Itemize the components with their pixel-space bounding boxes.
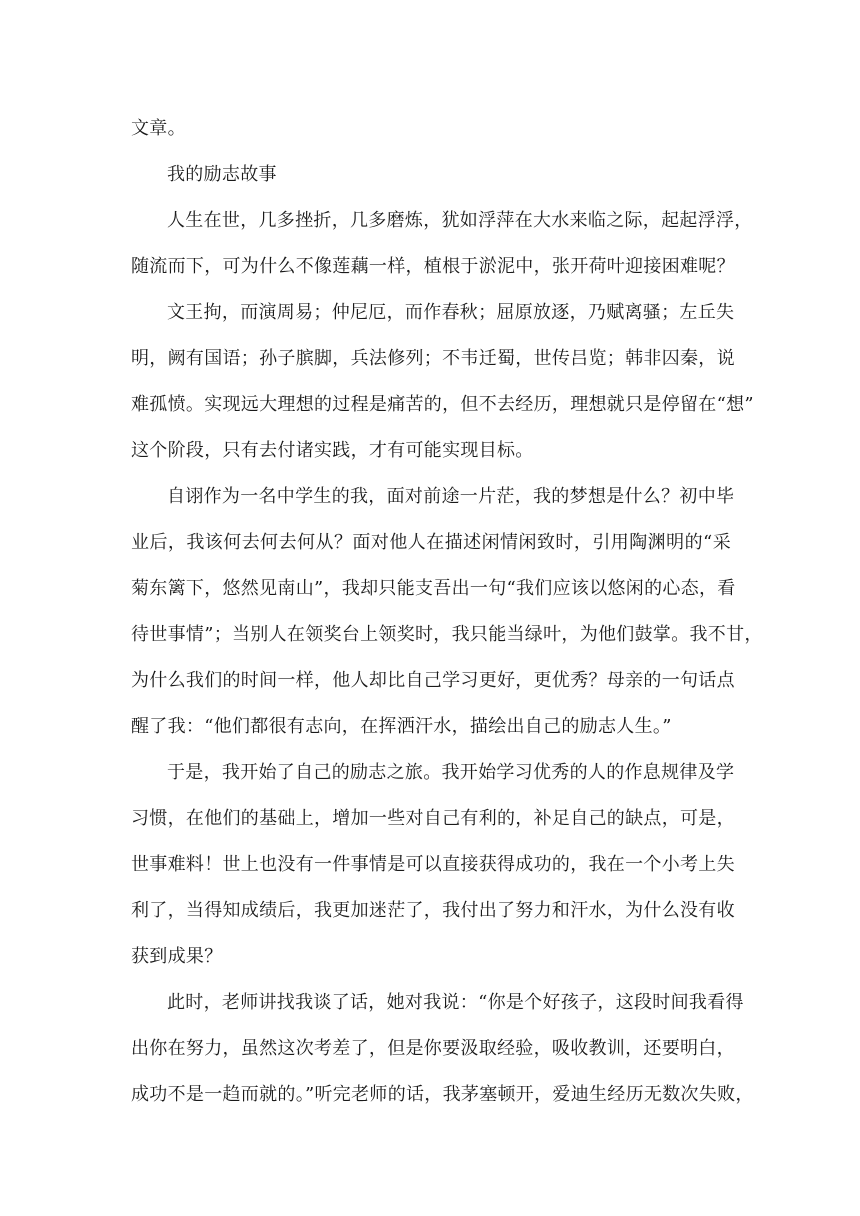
text-line: 业后，我该何去何去何从？面对他人在描述闲情闲致时，引用陶渊明的“采 [131, 532, 731, 553]
text-line: 于是，我开始了自己的励志之旅。我开始学习优秀的人的作息规律及学 [167, 762, 735, 783]
text-line: 文王拘，而演周易；仲尼厄，而作春秋；屈原放逐，乃赋离骚；左丘失 [167, 302, 735, 323]
text-line: 这个阶段，只有去付诸实践，才有可能实现目标。 [131, 440, 534, 461]
text-line: 明，阙有国语；孙子膑脚，兵法修列；不韦迁蜀，世传吕览；韩非囚秦，说 [131, 348, 735, 369]
text-line: 待世事情”；当别人在领奖台上领奖时，我只能当绿叶，为他们鼓掌。我不甘， [131, 624, 763, 645]
text-line: 菊东篱下，悠然见南山”，我却只能支吾出一句“我们应该以悠闲的心态，看 [131, 578, 736, 599]
text-line: 获到成果？ [131, 946, 223, 967]
text-line: 出你在努力，虽然这次考差了，但是你要汲取经验，吸收教训，还要明白， [131, 1038, 735, 1059]
text-line: 随流而下，可为什么不像莲藕一样，植根于淤泥中，张开荷叶迎接困难呢？ [131, 256, 735, 277]
text-line: 自诩作为一名中学生的我，面对前途一片茫，我的梦想是什么？初中毕 [167, 486, 735, 507]
text-line: 为什么我们的时间一样，他人却比自己学习更好，更优秀？母亲的一句话点 [131, 670, 735, 691]
text-line: 醒了我：“他们都很有志向，在挥洒汗水，描绘出自己的励志人生。” [131, 716, 672, 737]
text-line: 文章。 [131, 118, 186, 139]
text-line: 习惯，在他们的基础上，增加一些对自己有利的，补足自己的缺点，可是， [131, 808, 735, 829]
text-line: 难孤愤。实现远大理想的过程是痛苦的，但不去经历，理想就只是停留在“想” [131, 394, 754, 415]
text-line: 人生在世，几多挫折，几多磨炼，犹如浮萍在大水来临之际，起起浮浮， [167, 210, 753, 231]
text-line: 此时，老师讲找我谈了话，她对我说：“你是个好孩子，这段时间我看得 [167, 992, 744, 1013]
text-line: 成功不是一趋而就的。”听完老师的话，我茅塞顿开，爱迪生经历无数次失败， [131, 1084, 754, 1105]
text-line: 利了，当得知成绩后，我更加迷茫了，我付出了努力和汗水，为什么没有收 [131, 900, 735, 921]
text-line: 世事难料！世上也没有一件事情是可以直接获得成功的，我在一个小考上失 [131, 854, 735, 875]
section-title: 我的励志故事 [167, 164, 277, 185]
